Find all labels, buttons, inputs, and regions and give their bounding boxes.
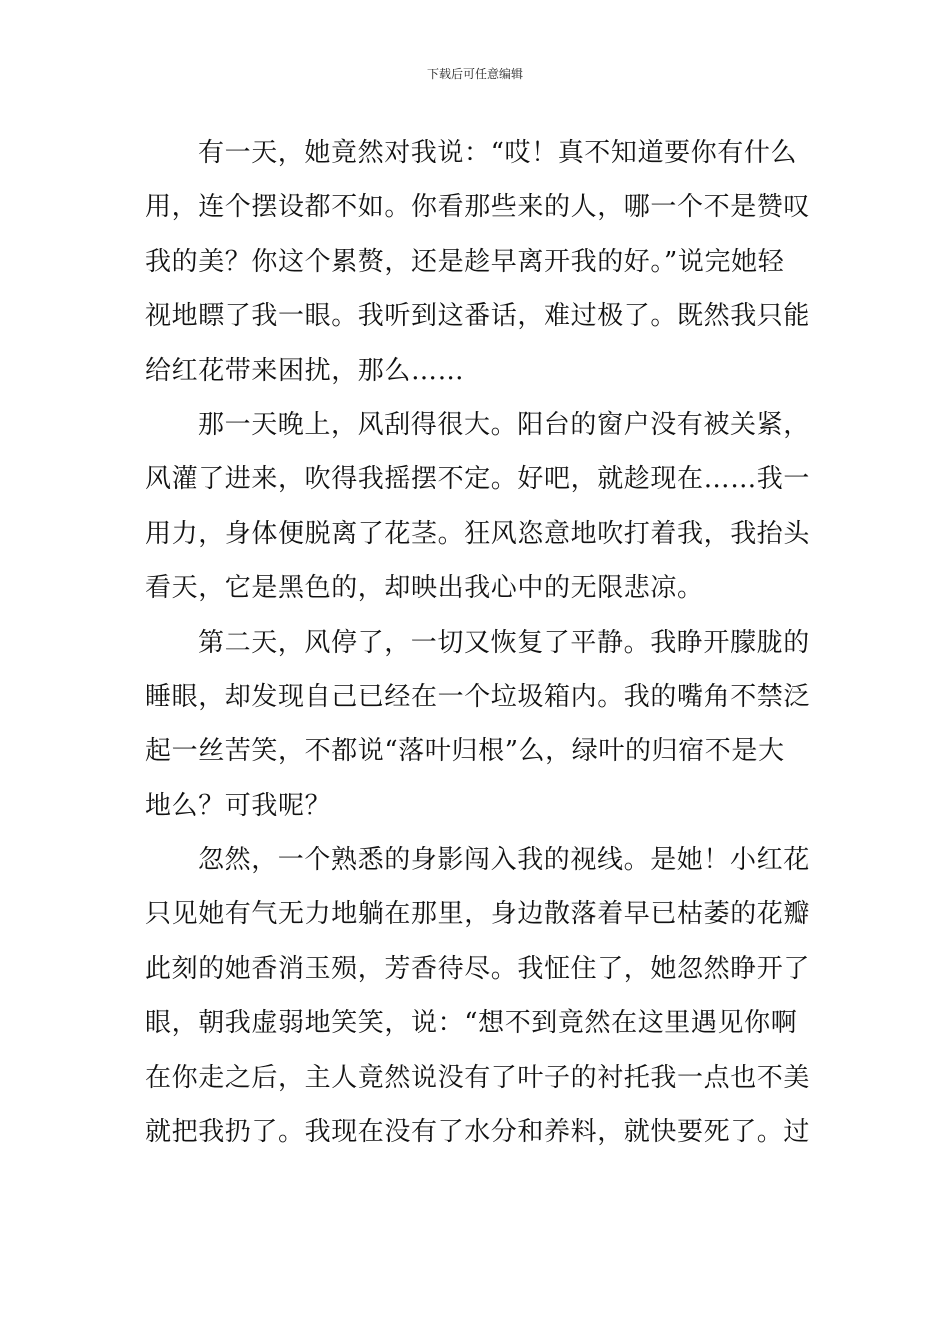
paragraph-2-line-3: 用力，身体便脱离了花茎。狂风恣意地吹打着我，我抬头 xyxy=(145,518,811,549)
paragraph-4-line-2: 只见她有气无力地躺在那里，身边散落着早已枯萎的花瓣 xyxy=(145,899,811,930)
paragraph-1-line-2: 用，连个摆设都不如。你看那些来的人，哪一个不是赞叹 xyxy=(145,192,811,223)
paragraph-4-line-3: 此刻的她香消玉殒，芳香待尽。我怔住了，她忽然睁开了 xyxy=(145,953,811,984)
paragraph-4-line-5: 在你走之后，主人竟然说没有了叶子的衬托我一点也不美 xyxy=(145,1062,811,1093)
paragraph-4-line-4: 眼，朝我虚弱地笑笑，说：“想不到竟然在这里遇见你啊 xyxy=(145,1008,798,1039)
paragraph-2-line-4: 看天，它是黑色的，却映出我心中的无限悲凉。 xyxy=(145,573,704,604)
paragraph-3-line-3: 起一丝苦笑，不都说“落叶归根”么，绿叶的归宿不是大 xyxy=(145,736,785,767)
body-text xyxy=(145,126,810,1159)
paragraph-2-line-2: 风灌了进来，吹得我摇摆不定。好吧，就趁现在……我一 xyxy=(145,464,811,495)
paragraph-1-line-4: 视地瞟了我一眼。我听到这番话，难过极了。既然我只能 xyxy=(145,301,811,332)
paragraph-1-line-1: 有一天，她竟然对我说：“哎！真不知道要你有什么 xyxy=(198,138,798,168)
page-header: 下载后可任意编辑 xyxy=(426,67,523,81)
paragraph-3-line-4: 地么？可我呢？ xyxy=(145,790,332,821)
paragraph-1-line-3: 我的美？你这个累赘，还是趁早离开我的好。”说完她轻 xyxy=(145,246,785,277)
paragraph-3-line-1: 第二天，风停了，一切又恢复了平静。我睁开朦胧的 xyxy=(198,627,810,658)
paragraph-3-line-2: 睡眼，却发现自己已经在一个垃圾箱内。我的嘴角不禁泛 xyxy=(145,681,811,712)
paragraph-1-line-5: 给红花带来困扰，那么…… xyxy=(145,355,465,386)
paragraph-2-line-1: 那一天晚上，风刮得很大。阳台的窗户没有被关紧， xyxy=(198,409,810,440)
paragraph-4-line-6: 就把我扔了。我现在没有了水分和养料，就快要死了。过 xyxy=(145,1117,811,1148)
paragraph-4-line-1: 忽然，一个熟悉的身影闯入我的视线。是她！小红花 xyxy=(198,845,810,876)
